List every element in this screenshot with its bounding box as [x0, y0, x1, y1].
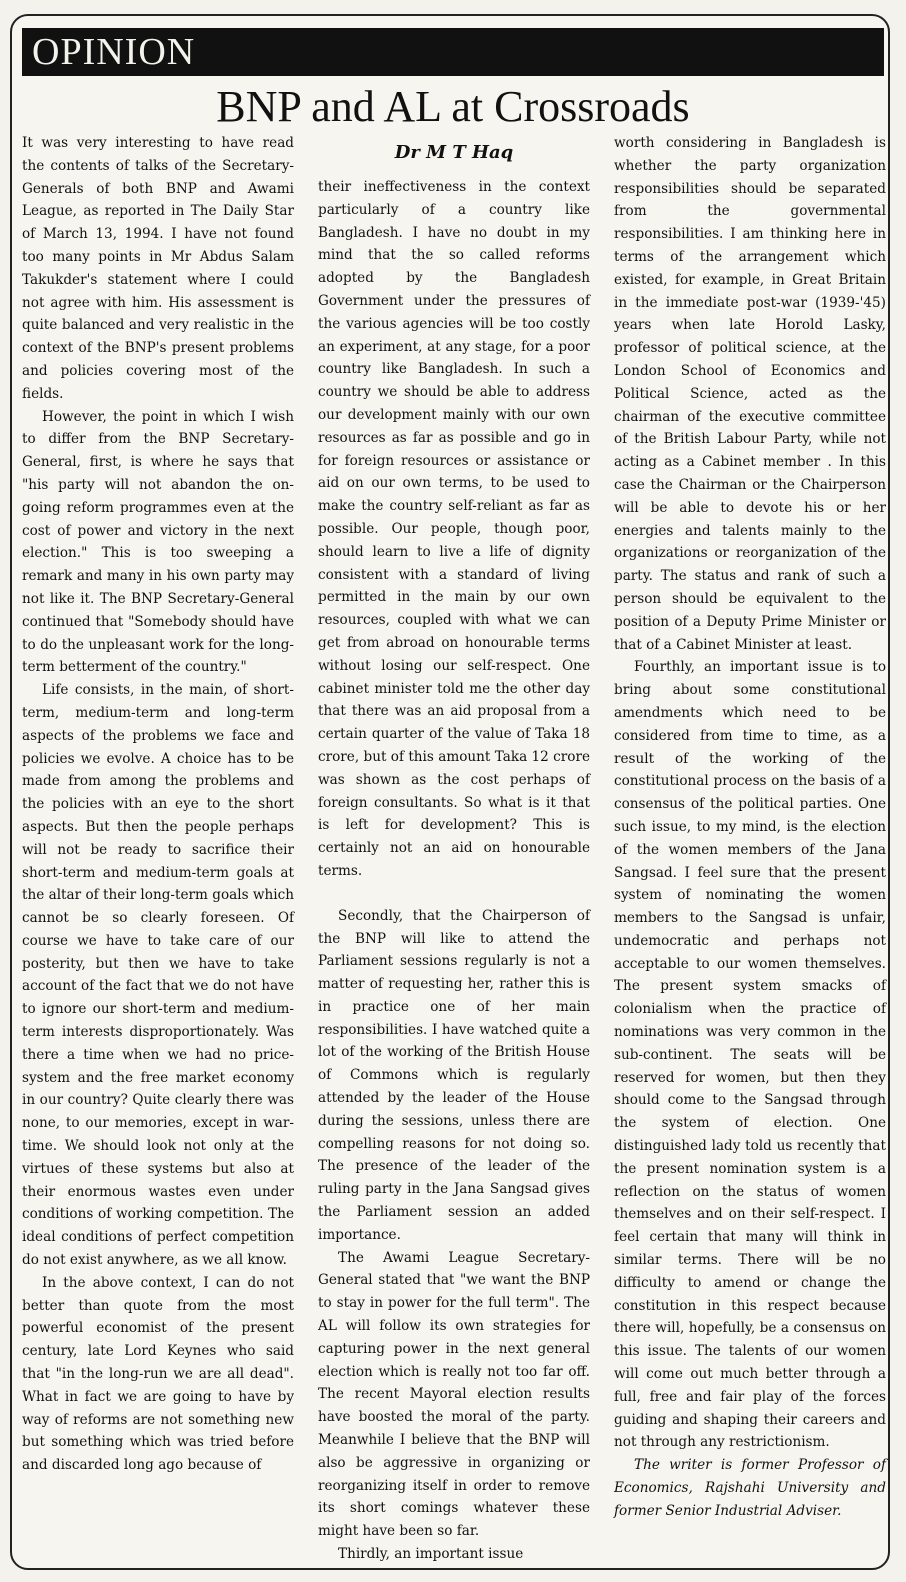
paragraph: Thirdly, an important issue [338, 1546, 524, 1563]
paragraph: Fourthly, an important issue is to bring about some constitutional amendments which need to be considered from time to time, as a result of the working of the constitutional process on the basis of a consensus of the political parties. One such issue, to my mind, is the election of the women members of the Jana Sangsad. I feel sure that the present system of nominating the women members to the Sangsad is unfair, undemocratic and perhaps not acceptable to our women themselves. The present system smacks of colonialism when the practice of nominations was very common in the sub-continent. The seats will be reserved for women, but then they should come to the Sangsad through the system of election. One distinguished lady told us recently that the present nomination system is a reflection on the status of women themselves and on their self-respect. I feel certain that many will think in similar terms. There will be no difficulty to amend or change the constitution in this respect because there will, hopefully, be a consensus on this issue. The talents of our women will come out much better through a full, free and fair play of the forces guiding and shaping their careers and not through any restrictionism. [614, 659, 886, 1451]
section-label: OPINION [32, 31, 196, 73]
paragraph: It was very interesting to have read the contents of talks of the Secretary-Generals of both BNP and Awami League, as reported in The Daily Star of March 13, 1994. I have not found too many points in Mr Abdus Salam Takukder's statement where I could not agree with him. His assessment is quite balanced and very realistic in the context of the BNP's present problems and policies covering most of the fields. [22, 135, 294, 402]
section-banner [22, 28, 884, 76]
column-3 [614, 132, 886, 1523]
paragraph: In the above context, I can do not better than quote from the most powerful economist of the present century, late Lord Keynes who said that "in the long-run we are all dead". What in fact we are going to have by way of reforms are not something new but something which was tried before and discarded long ago because of [22, 1274, 294, 1474]
column-2 [318, 176, 590, 1566]
byline: Dr M T Haq [394, 142, 514, 163]
paragraph: The Awami League Secretary-General stated that "we want the BNP to stay in power for the full term". The AL will follow its own strategies for capturing power in the next general election which is really not too far off. The recent Mayoral election results have boosted the moral of the party. Meanwhile I believe that the BNP will also be aggressive in organizing or reorganizing itself in order to remove its short comings whatever these might have been so far. [318, 1249, 590, 1540]
paragraph: However, the point in which I wish to differ from the BNP Secretary-General, first, is where he says that "his party will not abandon the on-going reform programmes even at the cost of power and victory in the next election." This is too sweeping a remark and many in his own party may not like it. The BNP Secretary-General continued that "Somebody should have to do the unpleasant work for the long-term betterment of the country." [22, 408, 294, 676]
author-note: The writer is former Professor of Economics, Rajshahi University and former Senior Industrial Adviser. [614, 1457, 886, 1519]
paragraph: Life consists, in the main, of short-term, medium-term and long-term aspects of the problems we face and policies we evolve. A choice has to be made from among the problems and the policies with an eye to the short aspects. But then the people perhaps will not be ready to sacrifice their short-term and medium-term goals at the altar of their long-term goals which cannot be so clearly foreseen. Of course we have to take care of our posterity, but then we have to take account of the fact that we do not have to ignore our short-term and medium-term interests disproportionately. Was there a time when we had no price-system and the free market economy in our country? Quite clearly there was none, to our memories, except in war-time. We should look not only at the virtues of these systems but also at their enormous wastes even under conditions of working competition. The ideal conditions of perfect competition do not exist anywhere, as we all know. [22, 682, 294, 1269]
column-1 [22, 132, 294, 1477]
paragraph: Secondly, that the Chairperson of the BNP will like to attend the Parliament sessions regularly is not a matter of requesting her, rather this is in practice one of her main responsibilities. I have watched quite a lot of the working of the British House of Commons which is regularly attended by the leader of the House during the sessions, unless there are compelling reasons for not doing so. The presence of the leader of the ruling party in the Jana Sangsad gives the Parliament session an added importance. [318, 907, 590, 1243]
headline: BNP and AL at Crossroads [216, 82, 690, 131]
paragraph: worth considering in Bangladesh is whether the party organization responsibilities should be separated from the governmental responsibilities. I am thinking here in terms of the arrangement which existed, for example, in Great Britain in the immediate post-war (1939-'45) years when late Horold Lasky, professor of political science, at the London School of Economics and Political Science, acted as the chairman of the executive committee of the British Labour Party, while not acting as a Cabinet member . In this case the Chairman or the Chairperson will be able to devote his or her energies and talents mainly to the organizations or reorganization of the party. The status and rank of such a person should be equivalent to the position of a Deputy Prime Minister or that of a Cabinet Minister at least. [614, 135, 886, 653]
paragraph: their ineffectiveness in the context particularly of a country like Bangladesh. I have no doubt in my mind that the so called reforms adopted by the Bangladesh Government under the pressures of the various agencies will be too costly an experiment, at any stage, for a poor country like Bangladesh. In such a country we should be able to address our development mainly with our own resources as far as possible and go in for foreign resources or assistance or aid on our own terms, to be used to make the country self-reliant as far as possible. Our people, though poor, should learn to live a life of dignity consistent with a standard of living permitted in the main by our own resources, coupled with what we can get from abroad on honourable terms without losing our self-respect. One cabinet minister told me the other day that there was an aid proposal from a certain quarter of the value of Taka 18 crore, but of this amount Taka 12 crore was shown as the cost perhaps of foreign consultants. So what is it that is left for development? This is certainly not an aid on honourable terms. [318, 179, 590, 879]
